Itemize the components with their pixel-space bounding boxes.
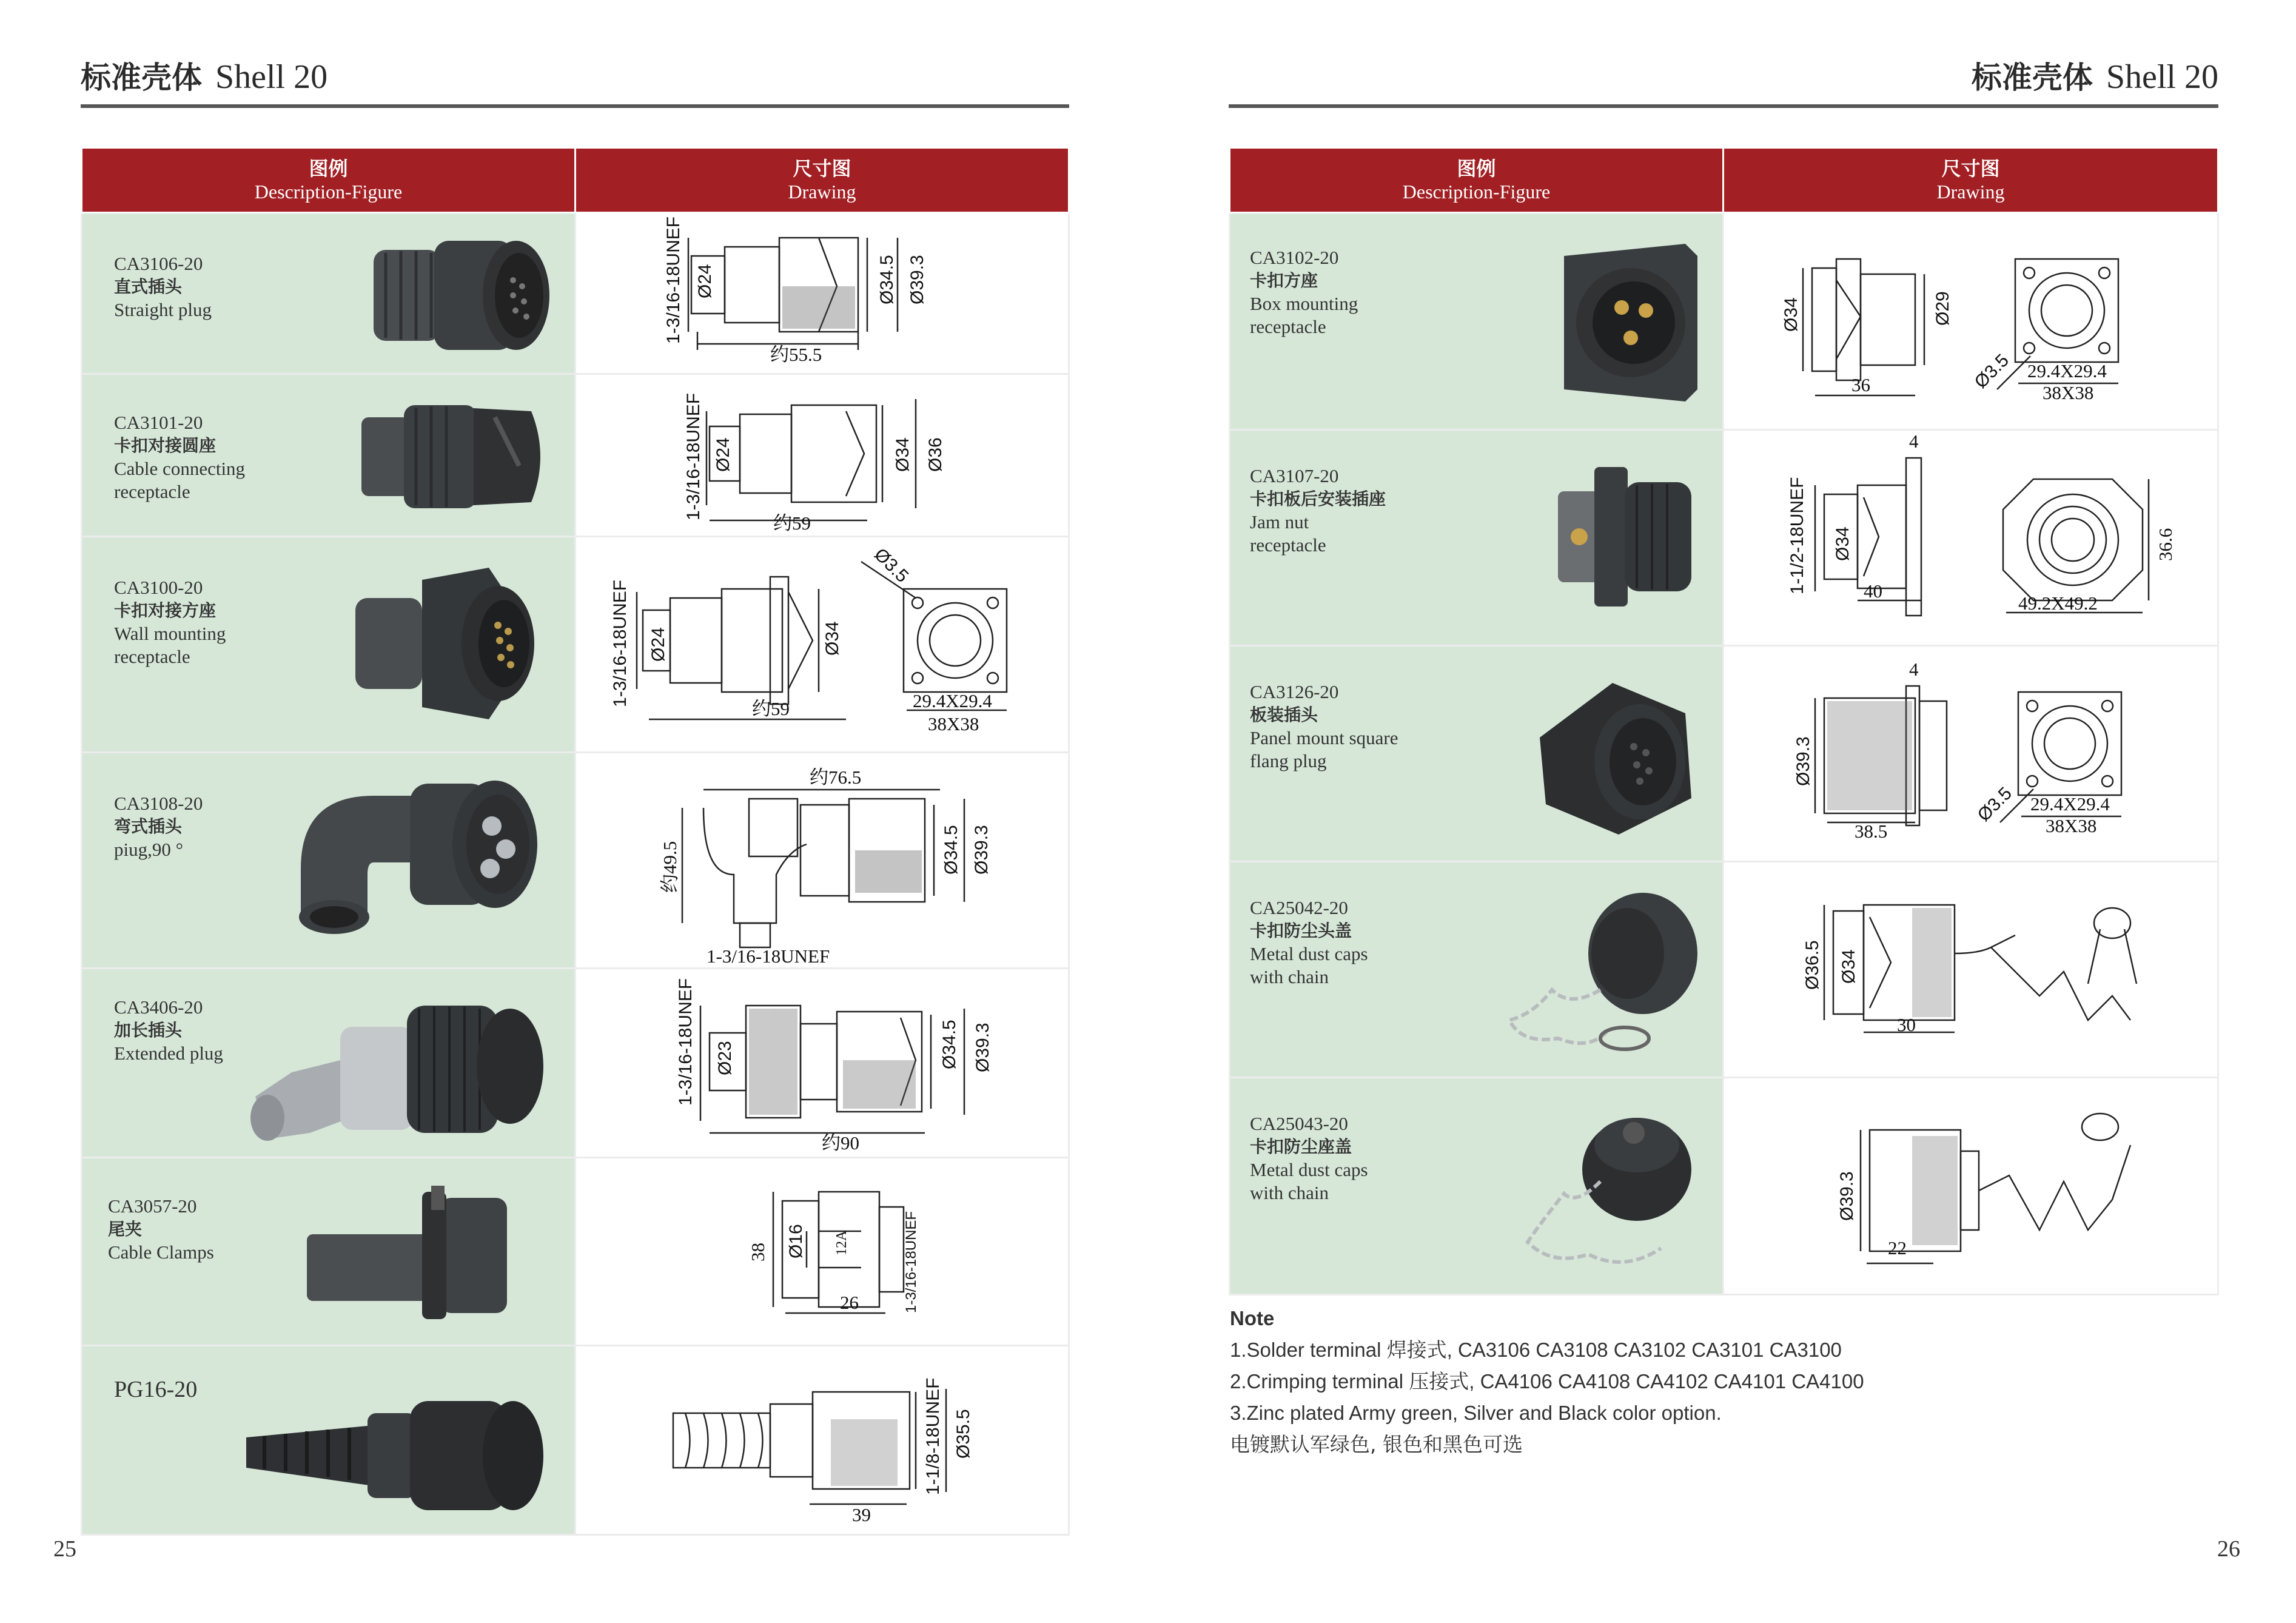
dim-thread: 1-3/16-18UNEF [707, 946, 830, 967]
product-name-en: Metal dust caps [1250, 1159, 1368, 1180]
header-title-en: Shell 20 [215, 58, 328, 96]
dim-height: 38 [747, 1243, 768, 1262]
product-description [1230, 213, 1724, 430]
note-line: 电镀默认军绿色, 银色和黑色可选 [1230, 1433, 1523, 1456]
note-section [1230, 1303, 1864, 1460]
dim-length: 约59 [752, 698, 790, 719]
dim-thread: 1-3/16-18UNEF [683, 392, 703, 520]
dim-dia-2: Ø39.3 [907, 255, 927, 304]
product-description [1230, 862, 1724, 1078]
product-drawing [1724, 1078, 2218, 1295]
product-text [1250, 246, 1358, 338]
page-header-right [1972, 56, 2218, 99]
product-text [114, 996, 223, 1065]
note-line: 2.Crimping terminal 压接式, CA4106 CA4108 CA4102 CA4101 CA4100 [1230, 1370, 1864, 1393]
dim-dia: Ø39.3 [1837, 1171, 1857, 1221]
product-name-en: Extended plug [114, 1043, 223, 1064]
product-description [82, 1158, 576, 1346]
note-title: Note [1230, 1307, 1275, 1329]
product-drawing [1724, 213, 2218, 430]
dim-inner-dia: Ø24 [648, 627, 668, 662]
col-header-drawing: 尺寸图 Drawing [1724, 148, 2218, 213]
product-description [82, 753, 576, 969]
connector-photo [355, 393, 556, 520]
dimension-drawing [576, 375, 1067, 535]
table-row [1230, 646, 2218, 862]
connector-photo [1546, 455, 1710, 619]
dim-inner-dia: Ø24 [713, 437, 733, 472]
dim-dia-2: Ø29 [1933, 291, 1953, 326]
product-name-cn: 卡扣方座 [1250, 270, 1318, 291]
table-header-row [1230, 148, 2218, 213]
product-name-cn: 直式插头 [114, 277, 183, 297]
connector-photo [1534, 677, 1710, 841]
dim-dia-1: Ø34 [893, 437, 913, 472]
dimension-drawing [576, 537, 1067, 751]
product-model: CA3108-20 [114, 793, 203, 814]
header-title-cn: 标准壳体 [1971, 60, 2093, 95]
product-description [82, 374, 576, 537]
product-drawing [576, 1158, 1069, 1346]
dim-thread: 1-3/16-18UNEF [663, 216, 683, 344]
dimension-drawing [1724, 862, 2217, 1076]
dim-dia: Ø34 [1833, 526, 1853, 561]
dim-length: 40 [1864, 580, 1882, 602]
connector-photo [301, 1180, 519, 1325]
product-drawing [576, 213, 1069, 374]
col-header-figure: 图例 Description-Figure [1230, 148, 1724, 213]
table-row [82, 374, 1069, 537]
connector-photo [1497, 887, 1710, 1063]
dim-inner-dia: Ø24 [695, 264, 715, 298]
dim-dia-1: Ø36.5 [1802, 940, 1822, 990]
product-name-en-2: receptacle [114, 646, 190, 667]
product-drawing [576, 374, 1069, 537]
product-model: CA3126-20 [1250, 681, 1339, 702]
product-name-cn: 板装插头 [1250, 705, 1318, 725]
dim-dia-1: Ø34.5 [877, 255, 897, 304]
connector-photo [349, 562, 556, 725]
table-row [1230, 213, 2218, 430]
dim-thread: 1-1/2-18UNEF [1787, 477, 1807, 594]
dim-length: 39 [852, 1504, 871, 1525]
product-drawing [1724, 646, 2218, 862]
product-name-en: Cable connecting [114, 458, 246, 479]
product-description [1230, 430, 1724, 646]
dimension-drawing [576, 213, 1067, 372]
product-name-cn: 卡扣对接圆座 [114, 435, 217, 455]
dimension-drawing [1724, 1078, 2217, 1293]
col-header-figure: 图例 Description-Figure [82, 148, 576, 213]
product-text [114, 792, 203, 861]
right-spec-table [1229, 147, 2219, 1295]
product-description [82, 969, 576, 1158]
product-text [114, 411, 245, 503]
product-model: CA3106-20 [114, 253, 203, 274]
dimension-drawing [576, 1346, 1067, 1533]
dimension-drawing [576, 753, 1067, 967]
product-description [82, 1346, 576, 1535]
dim-hole: Ø3.5 [1973, 783, 2016, 825]
dim-length: 约90 [822, 1132, 859, 1154]
product-drawing [576, 1346, 1069, 1535]
dim-hole-spacing: 29.4X29.4 [2030, 793, 2110, 815]
product-model: CA3406-20 [114, 996, 203, 1018]
product-text [108, 1195, 214, 1264]
product-drawing [1724, 430, 2218, 646]
dim-flange: 38X38 [2046, 815, 2097, 836]
product-name-en: piug,90 ° [114, 839, 184, 860]
table-row [82, 753, 1069, 969]
product-drawing [1724, 862, 2218, 1078]
connector-photo [277, 771, 562, 953]
product-model: CA3102-20 [1250, 247, 1339, 268]
product-model: CA3107-20 [1250, 465, 1339, 486]
dim-hole: Ø3.5 [1970, 350, 2013, 392]
dimension-drawing [1724, 431, 2217, 644]
product-name-en: Cable Clamps [108, 1242, 214, 1263]
dim-flange: 49.2X49.2 [2018, 593, 2098, 614]
table-row [1230, 430, 2218, 646]
connector-photo [368, 226, 562, 365]
dim-cable-dia: Ø16 [786, 1224, 806, 1258]
dim-flange: 38X38 [2043, 382, 2094, 403]
product-name-en: Panel mount square [1250, 727, 1398, 748]
product-drawing [576, 753, 1069, 969]
dim-length: 36 [1851, 374, 1870, 395]
header-rule-left [81, 104, 1069, 108]
table-header-row [82, 148, 1069, 213]
product-name-en-2: flang plug [1250, 750, 1327, 771]
product-text [1250, 896, 1368, 989]
dim-dia: Ø34 [822, 621, 842, 656]
note-line: 3.Zinc plated Army green, Silver and Black color option. [1230, 1402, 1722, 1424]
dim-length: 约59 [773, 512, 811, 534]
product-model: CA3101-20 [114, 412, 203, 433]
product-name-cn: 加长插头 [114, 1020, 183, 1040]
dim-width: 36.6 [2155, 528, 2176, 561]
product-text [114, 576, 226, 668]
product-name-en-2: receptacle [1250, 316, 1326, 337]
header-rule-right [1229, 104, 2218, 108]
dim-inner-dia: Ø23 [715, 1041, 735, 1075]
product-text [1250, 680, 1398, 773]
product-name-cn: 尾夹 [108, 1219, 143, 1239]
product-model: CA3100-20 [114, 577, 203, 598]
product-text [1250, 465, 1386, 557]
left-spec-table [81, 147, 1070, 1536]
dim-dia-2: Ø36 [925, 437, 945, 472]
product-name-cn: 卡扣防尘头盖 [1250, 921, 1352, 941]
dim-length: 30 [1897, 1014, 1916, 1035]
dim-panel: 4 [1909, 431, 1919, 452]
dim-dia: Ø39.3 [1793, 736, 1813, 786]
product-name-cn: 弯式插头 [114, 816, 183, 836]
product-name-cn: 卡扣对接方座 [114, 600, 217, 620]
product-name-en-2: receptacle [1250, 534, 1326, 556]
dim-length: 22 [1888, 1237, 1907, 1258]
dim-dia-1: Ø34.5 [939, 1020, 959, 1069]
dim-thread: 1-3/16-18UNEF [903, 1211, 919, 1313]
product-description [1230, 1078, 1724, 1295]
product-name-cn: 卡扣防尘座盖 [1250, 1137, 1352, 1157]
dim-length: 38.5 [1855, 821, 1888, 842]
clamp-marking: 12A [834, 1230, 850, 1255]
dimension-drawing [576, 1158, 1067, 1344]
page-header-left [81, 56, 327, 99]
dimension-drawing [1724, 647, 2217, 860]
dim-length: 约55.5 [770, 344, 822, 365]
product-name-en: Jam nut [1250, 511, 1309, 533]
page-number-right: 26 [2217, 1536, 2240, 1562]
connector-photo [243, 993, 559, 1145]
note-line: 1.Solder terminal 焊接式, CA3106 CA3108 CA3102 CA3101 CA3100 [1230, 1339, 1842, 1361]
table-row [1230, 1078, 2218, 1295]
product-name-en: Metal dust caps [1250, 943, 1368, 964]
table-row [82, 213, 1069, 374]
product-name-en: Wall mounting [114, 623, 226, 644]
product-description [82, 213, 576, 374]
connector-photo [1552, 238, 1710, 408]
dim-length: 约76.5 [810, 767, 862, 788]
dim-hole-spacing: 29.4X29.4 [2027, 360, 2107, 381]
connector-photo [1516, 1103, 1710, 1279]
dim-dia-1: Ø34.5 [941, 825, 961, 875]
connector-photo [234, 1383, 556, 1522]
product-text [114, 252, 212, 321]
dim-flange: 38X38 [928, 713, 979, 734]
header-title-en: Shell 20 [2106, 58, 2218, 96]
product-text [1250, 1112, 1368, 1205]
product-name-en: Box mounting [1250, 293, 1358, 314]
product-drawing [576, 969, 1069, 1158]
dim-thread: 1-3/16-18UNEF [676, 978, 696, 1106]
product-model: CA25042-20 [1250, 897, 1348, 918]
col-header-drawing: 尺寸图 Drawing [576, 148, 1069, 213]
table-row [82, 1346, 1069, 1535]
dim-hole: Ø3.5 [870, 544, 913, 586]
dim-dia-2: Ø34 [1839, 949, 1859, 984]
header-title-cn: 标准壳体 [81, 60, 202, 95]
product-text [114, 1378, 197, 1401]
product-description [1230, 646, 1724, 862]
table-row [82, 537, 1069, 753]
dim-dia-1: Ø34 [1781, 297, 1801, 332]
product-name-en-2: receptacle [114, 481, 190, 502]
product-model: CA25043-20 [1250, 1113, 1348, 1134]
table-row [1230, 862, 2218, 1078]
dim-height: 约49.5 [659, 841, 680, 893]
product-model: PG16-20 [114, 1377, 198, 1402]
product-name-en-2: with chain [1250, 1182, 1329, 1203]
dim-thread: 1-1/8-18UNEF [923, 1377, 943, 1495]
dim-thread: 1-3/16-18UNEF [610, 579, 630, 707]
product-model: CA3057-20 [108, 1195, 197, 1217]
table-row [82, 1158, 1069, 1346]
product-drawing [576, 537, 1069, 753]
product-name-en: Straight plug [114, 299, 212, 320]
dim-length: 26 [840, 1292, 859, 1313]
dim-hole-spacing: 29.4X29.4 [913, 690, 992, 711]
dim-dia-2: Ø39.3 [973, 1023, 993, 1072]
product-name-cn: 卡扣板后安装插座 [1250, 489, 1386, 509]
dim-panel: 4 [1909, 659, 1919, 680]
dimension-drawing [1724, 213, 2217, 428]
table-row [82, 969, 1069, 1158]
product-name-en-2: with chain [1250, 966, 1329, 987]
dim-dia-2: Ø39.3 [972, 825, 992, 875]
product-description [82, 537, 576, 753]
page-number-left: 25 [53, 1536, 76, 1562]
dimension-drawing [576, 969, 1067, 1156]
dim-dia: Ø35.5 [953, 1409, 973, 1459]
